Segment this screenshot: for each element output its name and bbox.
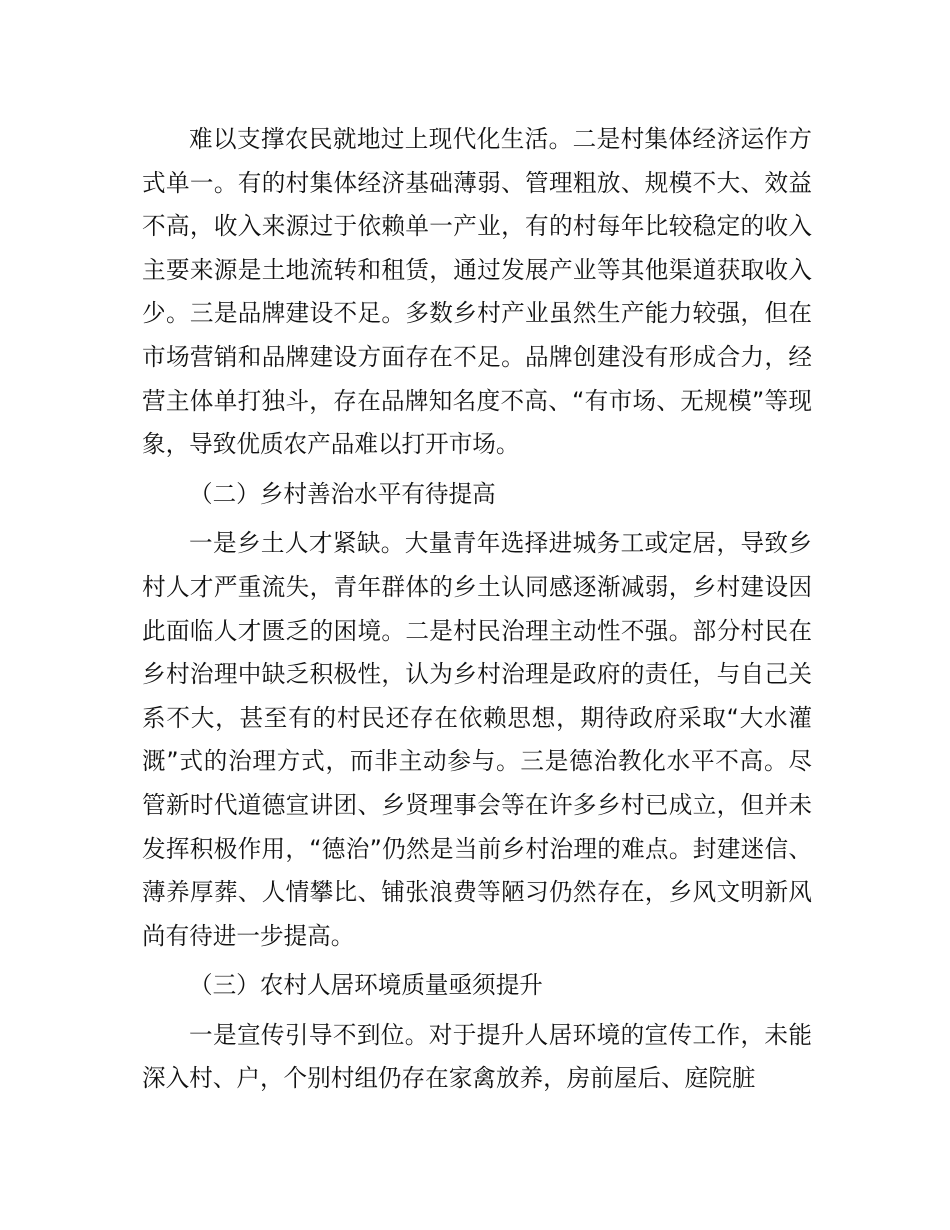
paragraph-rural-economy: 难以支撑农民就地过上现代化生活。二是村集体经济运作方式单一。有的村集体经济基础薄弱、管理粗放、规模不大、效益不高，收入来源过于依赖单一产业，有的村每年比较稳定的收入主要来源是土地流转和租赁，通过发展产业等其他渠道获取收入少。三是品牌建设不足。多数乡村产业虽然生产能力较强，但在市场营销和品牌建设方面存在不足。品牌创建没有形成合力，经营主体单打独斗，存在品牌知名度不高、“有市场、无规模”等现象，导致优质农产品难以打开市场。	[142, 125, 812, 459]
paragraph-living-environment: 一是宣传引导不到位。对于提升人居环境的宣传工作，未能深入村、户，个别村组仍存在家禽放养，房前屋后、庭院脏	[142, 1020, 812, 1093]
paragraph-rural-governance: 一是乡土人才紧缺。大量青年选择进城务工或定居，导致乡村人才严重流失，青年群体的乡土认同感逐渐减弱，乡村建设因此面临人才匮乏的困境。二是村民治理主动性不强。部分村民在乡村治理中缺乏积极性，认为乡村治理是政府的责任，与自己关系不大，甚至有的村民还存在依赖思想，期待政府采取“大水灌溉”式的治理方式，而非主动参与。三是德治教化水平不高。尽管新时代道德宣讲团、乡贤理事会等在许多乡村已成立，但并未发挥积极作用，“德治”仍然是当前乡村治理的难点。封建迷信、薄养厚葬、人情攀比、铺张浪费等陋习仍然存在，乡风文明新风尚有待进一步提高。	[142, 529, 812, 950]
section-heading-rural-governance: （二）乡村善治水平有待提高	[189, 479, 496, 508]
section-heading-living-environment: （三）农村人居环境质量亟须提升	[189, 971, 543, 1000]
document-body	[142, 118, 812, 1107]
